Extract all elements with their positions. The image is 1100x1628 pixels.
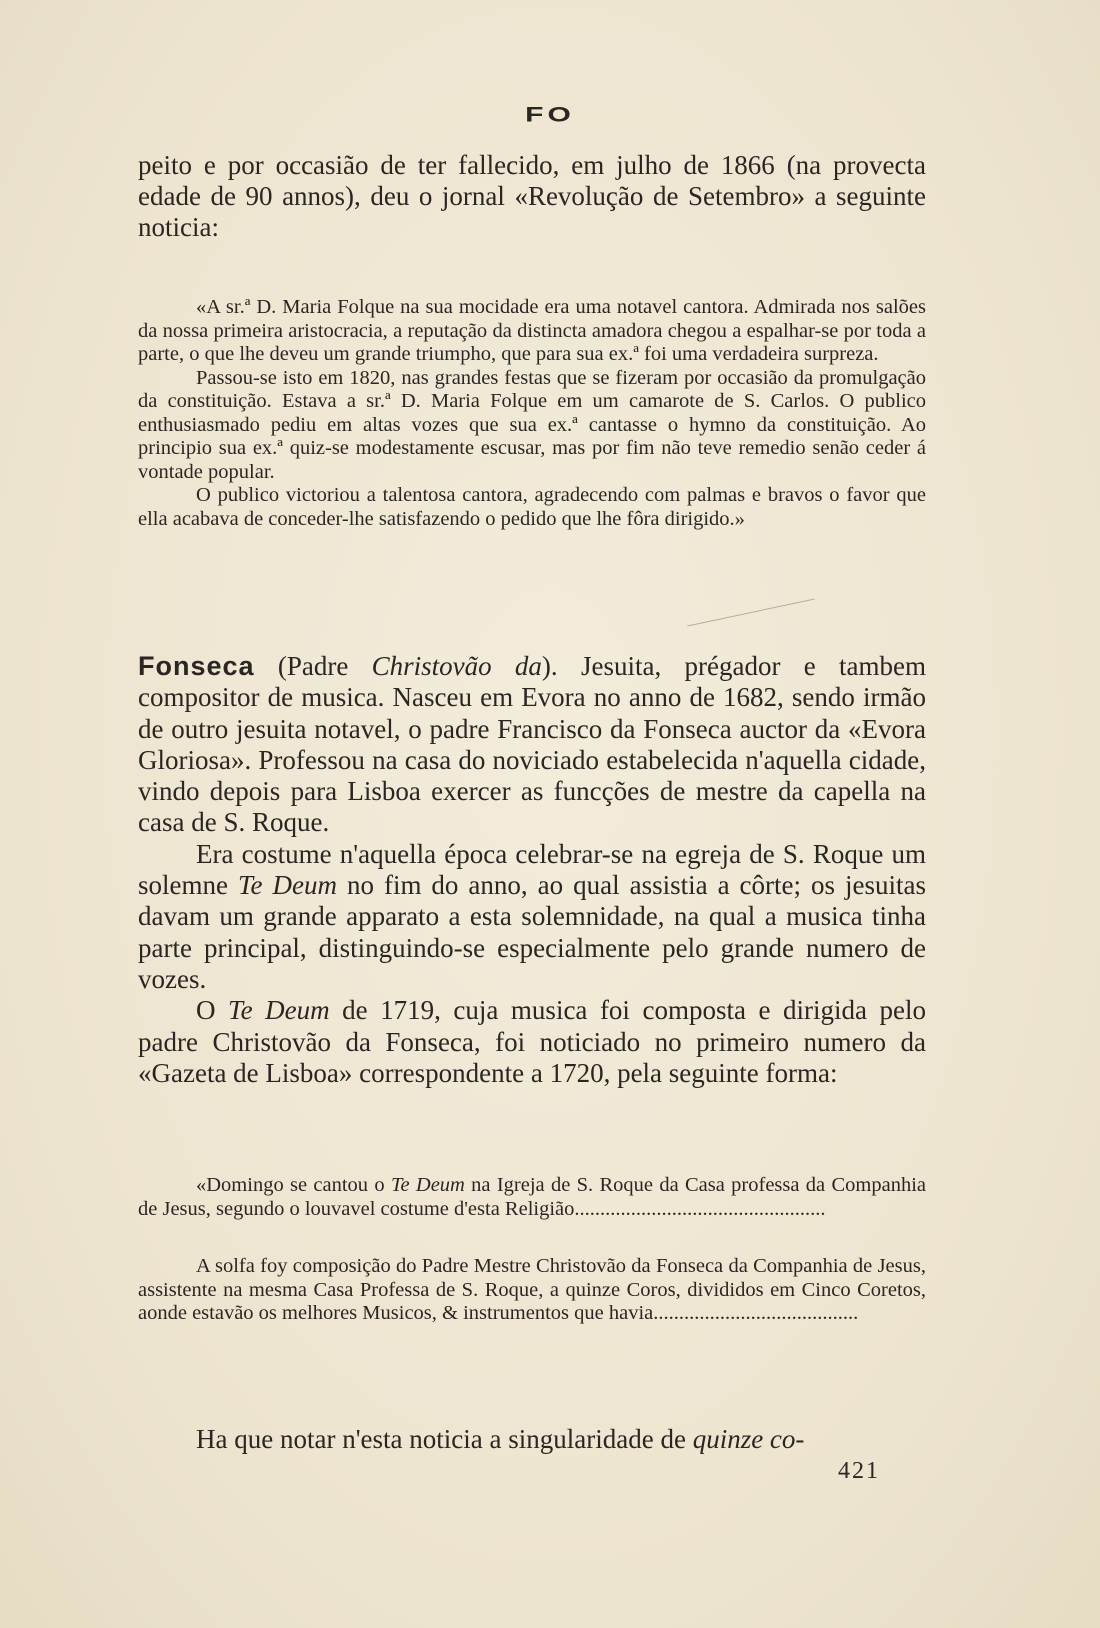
- quote2-p1-text-b: na Igreja de S. Roque da Casa professa da Companhia de Jesus, segundo o louvavel costume d'esta Religião.................................................: [138, 1174, 926, 1220]
- entry-p2-text-b: no fim do anno, ao qual assistia a côrte; os jesuitas davam um grande apparato a esta solemnidade, na qual a musica tinha parte principal, distinguindo-se especialmente pelo grande numero de vozes.: [138, 870, 926, 994]
- intro-paragraph: peito e por occasião de ter fallecido, em julho de 1866 (na provecta edade de 90 annos), deu o jornal «Revolução de Setembro» a seguinte noticia:: [138, 150, 926, 242]
- quote2-paragraph-1: [138, 1174, 926, 1221]
- entry-p3-text-b: de 1719, cuja musica foi composta e dirigida pelo padre Christovão da Fonseca, foi noticiado no primeiro numero da «Gazeta de Lisboa» correspondente a 1720, pela seguinte forma:: [138, 995, 927, 1088]
- quote1-paragraph-1: «A sr.ª D. Maria Folque na sua mocidade era uma notavel cantora. Admirada nos salões da nossa primeira aristocracia, a reputação da distincta amadora chegou a espalhar-se por toda a parte, o que lhe deveu um grande triumpho, que para sua ex.ª foi uma verdadeira surpreza.: [138, 296, 926, 365]
- entry-p2-text-a: Era costume n'aquella época celebrar-se na egreja de S. Roque um solemne: [138, 838, 926, 901]
- quote1-paragraph-2: Passou-se isto em 1820, nas grandes festas que se fizeram por occasião da promulgação da constituição. Estava a sr.ª D. Maria Folque em um camarote de S. Carlos. O publico enthusiasmado pediu em altas vozes que sua ex.ª cantasse o hymno da constituição. Ao principio sua ex.ª quiz-se modestamente escusar, mas por fim não teve remedio senão ceder á vontade popular.: [138, 366, 926, 483]
- entry-p3-italic: Te Deum: [228, 995, 330, 1026]
- quote1-paragraph-3: O publico victoriou a talentosa cantora, agradecendo com palmas e bravos o favor que ella acabava de conceder-lhe satisfazendo o pedido que lhe fôra dirigido.»: [138, 484, 926, 530]
- page-number: 421: [838, 1458, 880, 1484]
- quote2-p1-italic: Te Deum: [390, 1174, 465, 1196]
- quote2-paragraph-2: A solfa foy composição do Padre Mestre Christovão da Fonseca da Companhia de Jesus, assistente na mesma Casa Professa de S. Roque, a quinze Coros, divididos em Cinco Coretos, aonde estavão os melhores Musicos, & instrumentos que havia........................................: [138, 1255, 926, 1324]
- closing-italic: quinze co-: [692, 1424, 805, 1454]
- divider-rule: [687, 598, 814, 626]
- entry-paragraph-2: [138, 839, 926, 995]
- entry-paren-open: (Padre: [277, 651, 372, 681]
- entry-paragraph-3: [138, 995, 926, 1089]
- running-head: FO: [525, 102, 575, 127]
- entry-paren-close: ).: [541, 651, 558, 681]
- entry-fonseca: [138, 651, 926, 1089]
- quote2-p1-text-a: «Domingo se cantou o: [196, 1174, 391, 1196]
- entry-p3-text-a: O: [196, 995, 229, 1026]
- closing-text: Ha que notar n'esta noticia a singularidade de: [196, 1424, 693, 1454]
- entry-p2-italic: Te Deum: [237, 870, 337, 901]
- entry-headword: Fonseca: [138, 651, 255, 681]
- closing-paragraph: [138, 1424, 926, 1455]
- entry-paragraph-1: [138, 651, 926, 839]
- quoted-notice-revolucao: [138, 296, 926, 531]
- entry-p1-text: Jesuita, prégador e tambem compositor de musica. Nasceu em Evora no anno de 1682, sendo irmão de outro jesuita notavel, o padre Francisco da Fonseca auctor da «Evora Gloriosa». Professou na casa do noviciado estabelecida n'aquella cidade, vindo depois para Lisboa exercer as funcções de mestre da capella na casa de S. Roque.: [138, 651, 926, 838]
- quoted-notice-gazeta: [138, 1174, 926, 1326]
- entry-paren-italic: Christovão da: [371, 651, 542, 681]
